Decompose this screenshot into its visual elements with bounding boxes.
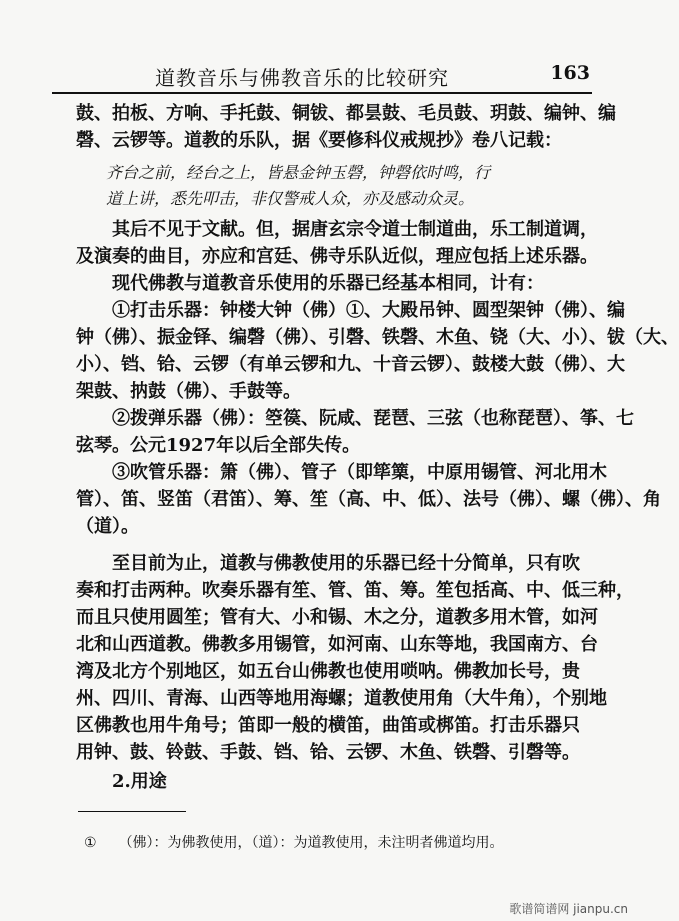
header-title: 道教音乐与佛教音乐的比较研究 [155, 66, 449, 90]
paragraph-continued [76, 100, 616, 154]
footnote-marker: ① [84, 835, 97, 851]
text-line: ③吹管乐器：箫（佛）、管子（即筚篥，中原用锡管、河北用木 [112, 462, 607, 483]
paragraph-summary [76, 550, 634, 766]
page-number: 163 [550, 62, 590, 84]
text-line: ①打击乐器：钟楼大钟（佛）①、大殿吊钟、圆型架钟（佛）、编 [112, 300, 625, 321]
text-line: 用钟、鼓、铃鼓、手鼓、铛、铪、云锣、木鱼、铁磬、引磬等。 [76, 742, 580, 763]
text-line: 现代佛教与道教音乐使用的乐器已经基本相同，计有： [112, 273, 544, 294]
text-line: 钟（佛）、振金铎、编磬（佛）、引磬、铁磬、木鱼、铙（大、小）、钹（大、 [76, 327, 679, 348]
text-line: 弦琴。公元1927年以后全部失传。 [76, 435, 361, 456]
footnote-rule [78, 811, 186, 812]
quote-line: 齐台之前，经台之上，皆悬金钟玉磬，钟磬依时鸣，行 [106, 163, 491, 182]
text-line: 小）、铛、铪、云锣（有单云锣和九、十音云锣）、鼓楼大鼓（佛）、大 [76, 354, 625, 375]
text-line: 区佛教也用牛角号；笛即一般的横笛，曲笛或梆笛。打击乐器只 [76, 715, 580, 736]
list-item-wind [76, 459, 661, 540]
running-header [100, 58, 590, 88]
quote-line: 道上讲，悉先叩击，非仅警戒人众，亦及感动众灵。 [106, 189, 475, 208]
page-body [76, 100, 679, 795]
text-line: 至目前为止，道教与佛教使用的乐器已经十分简单，只有吹 [112, 553, 580, 574]
list-item-plucked [76, 405, 634, 459]
paragraph [76, 216, 598, 270]
text-line: 其后不见于文献。但，据唐玄宗令道士制道曲，乐工制道调， [112, 219, 598, 240]
text-line: 架鼓、抐鼓（佛）、手鼓等。 [76, 381, 301, 402]
text-line: 及演奏的曲目，亦应和宫廷、佛寺乐队近似，理应包括上述乐器。 [76, 246, 598, 267]
text-line: ②拨弹乐器（佛）：箜篌、阮咸、琵琶、三弦（也称琵琶）、筝、七 [112, 408, 634, 429]
text-line: 磬、云锣等。道教的乐队，据《要修科仪戒规抄》卷八记载： [76, 130, 562, 151]
text-line: 北和山西道教。佛教多用锡管，如河南、山东等地，我国南方、台 [76, 634, 598, 655]
text-line: 奏和打击两种。吹奏乐器有笙、管、笛、筹。笙包括高、中、低三种， [76, 580, 634, 601]
paragraph [76, 270, 580, 297]
site-watermark: 歌谱简谱网 jianpu.cn [509, 902, 628, 916]
section-subheading: 2.用途 [112, 771, 167, 792]
header-rule [52, 92, 592, 94]
text-line: 而且只使用圆笙；管有大、小和锡、木之分，道教多用木管，如河 [76, 607, 598, 628]
text-line: 管）、笛、竖笛（君笛）、筹、笙（高、中、低）、法号（佛）、螺（佛）、角 [76, 489, 661, 510]
footnote-text: （佛）：为佛教使用，（道）：为道教使用，未注明者佛道均用。 [118, 835, 504, 851]
footnote [84, 832, 584, 852]
text-line: 鼓、拍板、方响、手托鼓、铜钹、都昙鼓、毛员鼓、玥鼓、编钟、编 [76, 103, 616, 124]
list-item-percussion [76, 297, 679, 405]
text-line: 湾及北方个别地区，如五台山佛教也使用唢呐。佛教加长号，贵 [76, 661, 580, 682]
block-quote [76, 160, 580, 212]
text-line: （道）。 [76, 516, 139, 537]
text-line: 州、四川、青海、山西等地用海螺；道教使用角（大牛角），个别地 [76, 688, 607, 709]
paragraph-gap [76, 540, 580, 550]
